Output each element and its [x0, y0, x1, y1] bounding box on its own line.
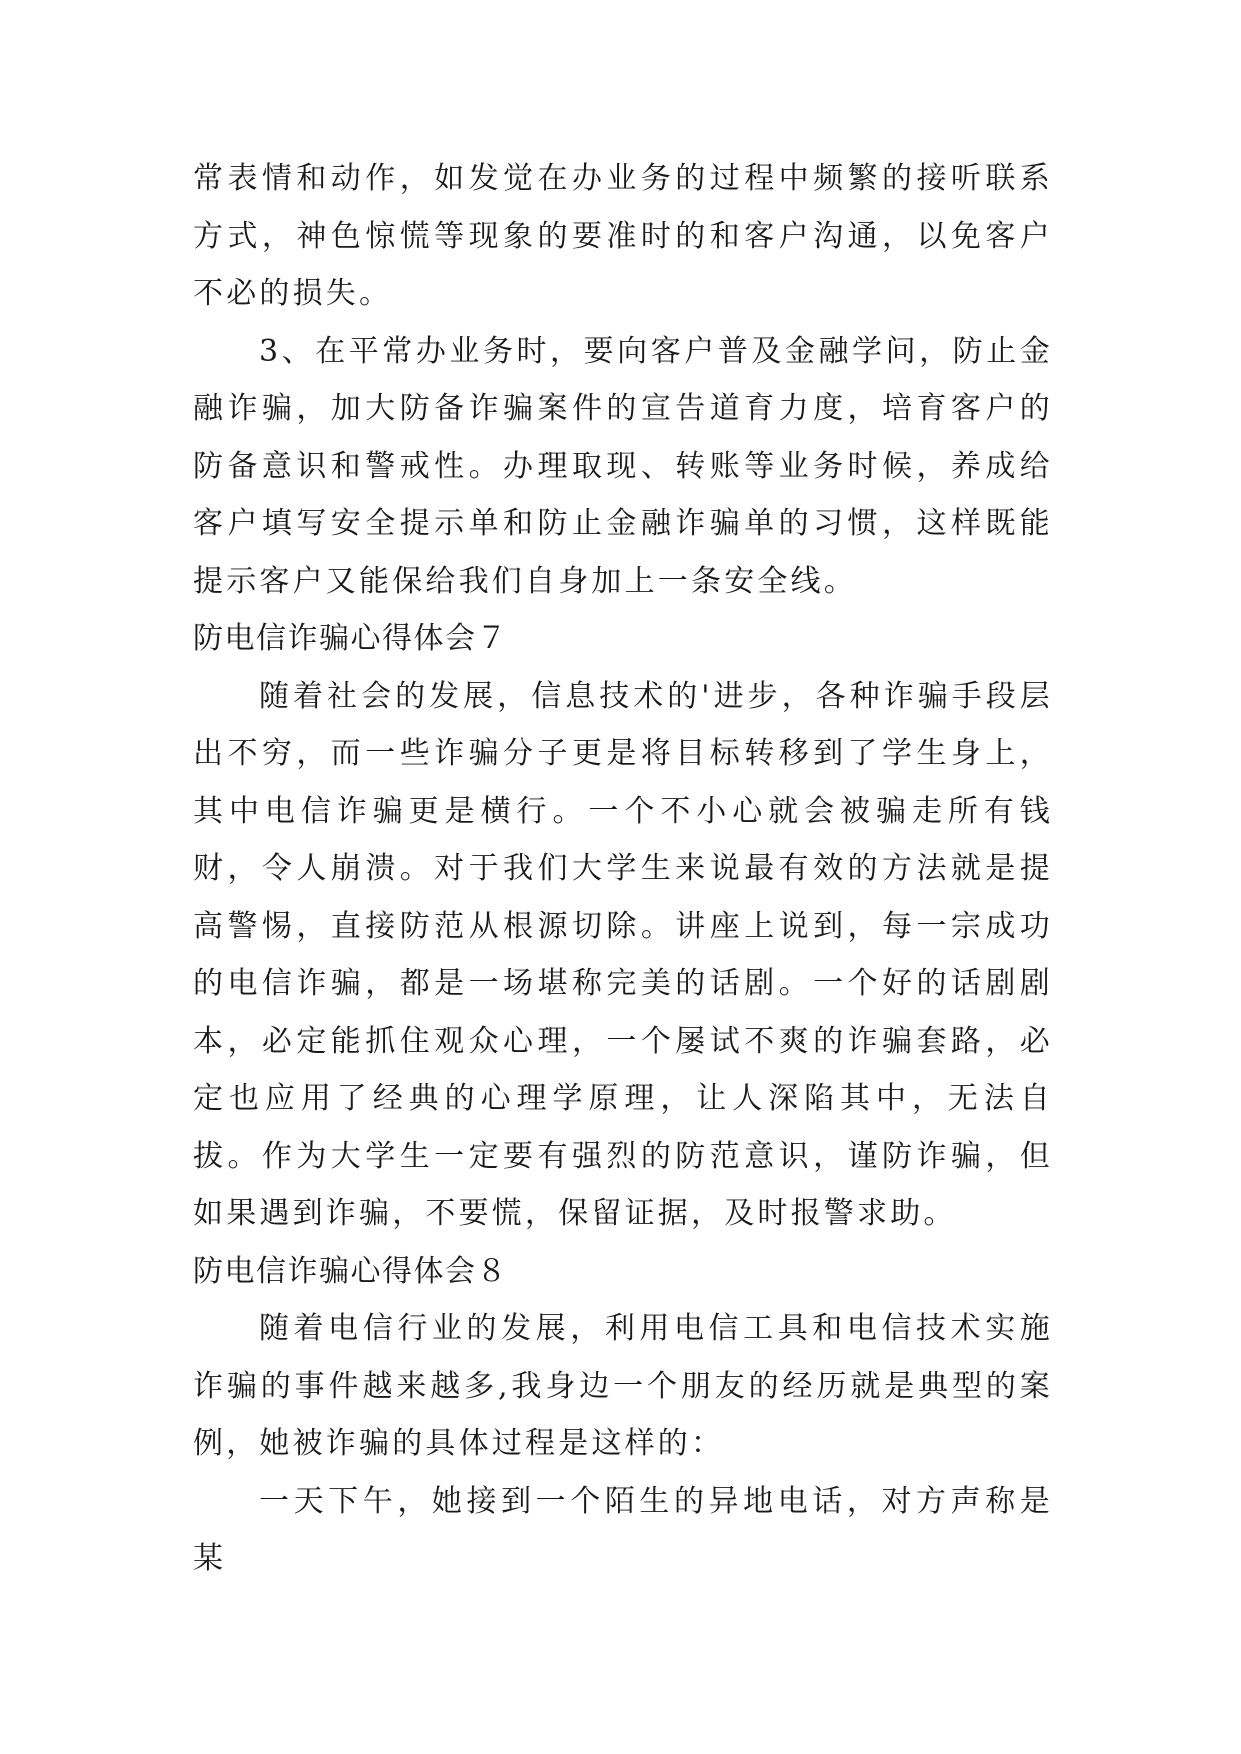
body-paragraph: 3、在平常办业务时，要向客户普及金融学问，防止金融诈骗，加大防备诈骗案件的宣告道育力度，培育客户的防备意识和警戒性。办理取现、转账等业务时候，养成给客户填写安全提示单和防止金融诈骗单的习惯，这样既能提示客户又能保给我们自身加上一条安全线。	[193, 333, 1053, 599]
body-paragraph: 随着电信行业的发展，利用电信工具和电信技术实施诈骗的事件越来越多,我身边一个朋友的经历就是典型的案例，她被诈骗的具体过程是这样的：	[193, 1311, 1053, 1461]
document-page	[193, 150, 1053, 1588]
section-heading: 防电信诈骗心得体会７	[193, 621, 508, 656]
body-paragraph: 随着社会的发展，信息技术的'进步，各种诈骗手段层出不穷，而一些诈骗分子更是将目标转移到了学生身上，其中电信诈骗更是横行。一个不小心就会被骗走所有钱财，令人崩溃。对于我们大学生来说最有效的方法就是提高警惕，直接防范从根源切除。讲座上说到，每一宗成功的电信诈骗，都是一场堪称完美的话剧。一个好的话剧剧本，必定能抓住观众心理，一个屡试不爽的诈骗套路，必定也应用了经典的心理学原理，让人深陷其中，无法自拔。作为大学生一定要有强烈的防范意识，谨防诈骗，但如果遇到诈骗，不要慌，保留证据，及时报警求助。	[193, 678, 1053, 1231]
body-paragraph: 常表情和动作，如发觉在办业务的过程中频繁的接听联系方式，神色惊慌等现象的要准时的和客户沟通，以免客户不必的损失。	[193, 161, 1053, 311]
section-heading: 防电信诈骗心得体会８	[193, 1253, 508, 1289]
body-paragraph: 一天下午，她接到一个陌生的异地电话，对方声称是某	[193, 1483, 1053, 1576]
